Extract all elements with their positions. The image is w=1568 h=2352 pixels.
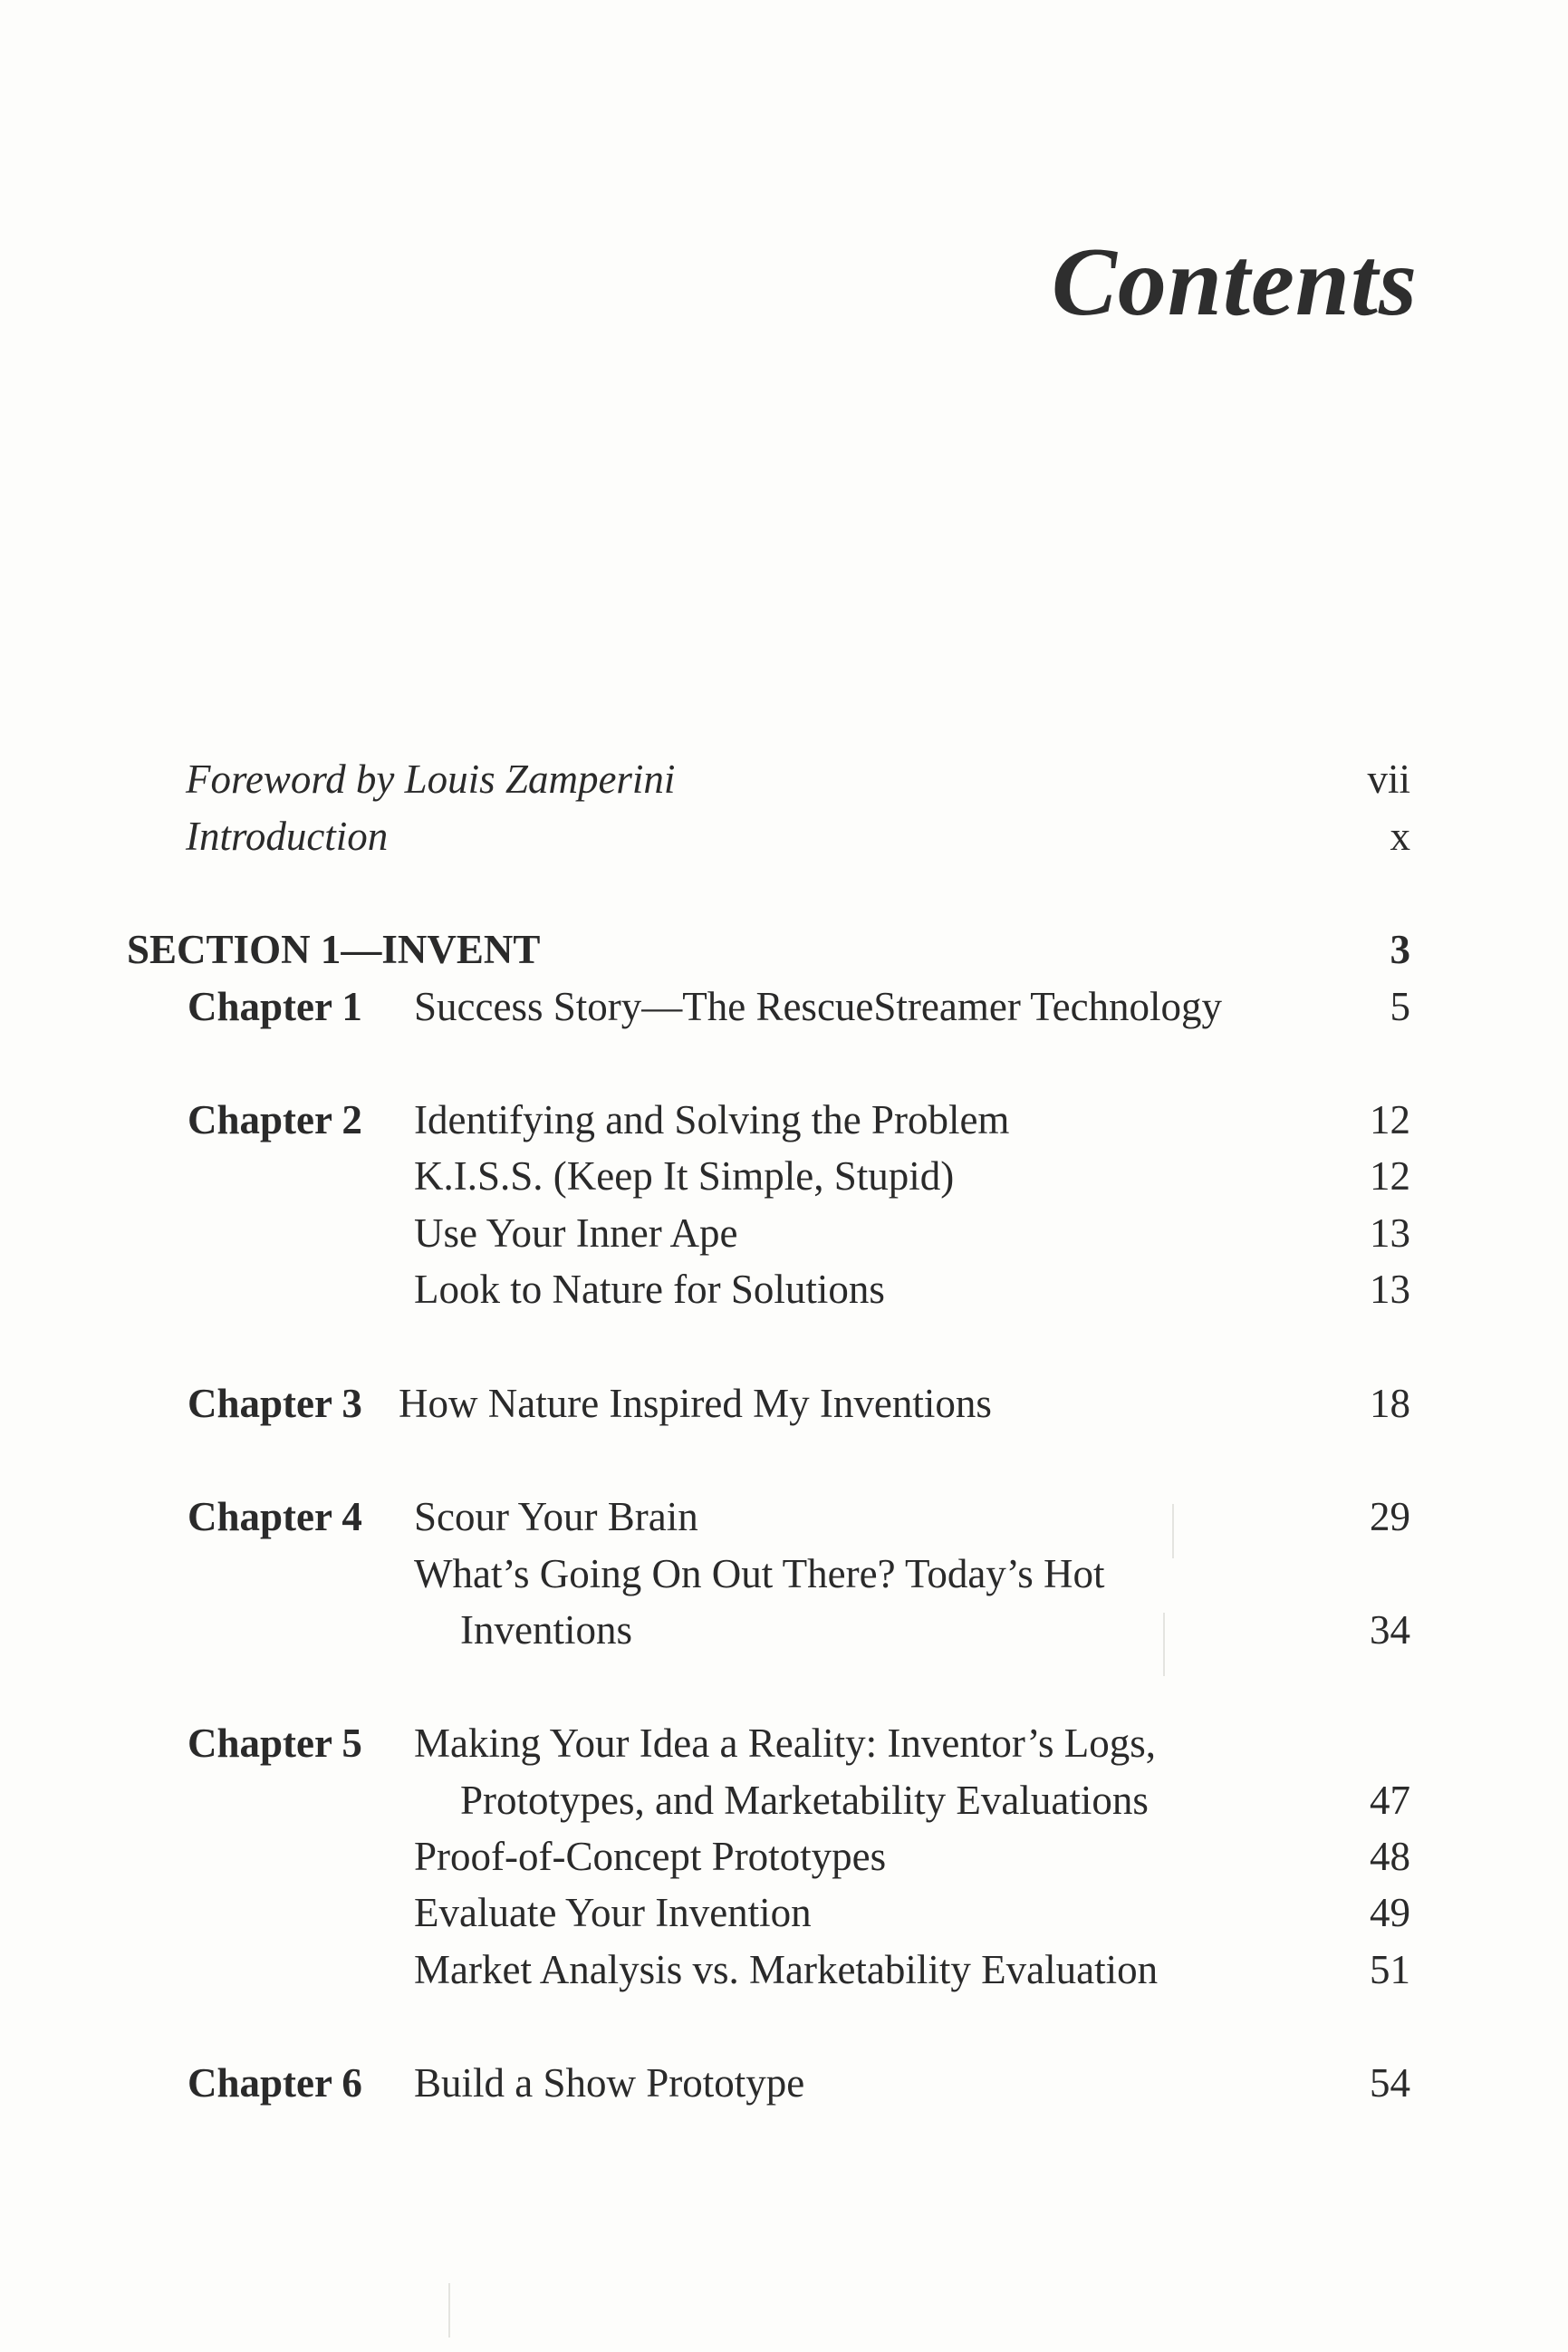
entry-title: Foreword by Louis Zamperini bbox=[186, 757, 676, 802]
page-title: Contents bbox=[1051, 228, 1418, 336]
entry-title-continued: Inventions bbox=[460, 1607, 632, 1653]
entry-title: Scour Your Brain bbox=[414, 1494, 698, 1539]
page-number: 5 bbox=[1390, 984, 1410, 1029]
page-number: 3 bbox=[1390, 927, 1410, 972]
entry-title: Market Analysis vs. Marketability Evaluation bbox=[414, 1947, 1159, 1992]
entry-title: Proof-of-Concept Prototypes bbox=[414, 1834, 887, 1879]
chapter-label: Chapter 5 bbox=[188, 1721, 362, 1766]
page-number: 49 bbox=[1370, 1890, 1410, 1935]
entry-title: Use Your Inner Ape bbox=[414, 1210, 738, 1256]
chapter-label: Chapter 1 bbox=[188, 984, 362, 1029]
page-number: 54 bbox=[1370, 2060, 1410, 2106]
page-number: 29 bbox=[1370, 1494, 1410, 1539]
page-number: 13 bbox=[1370, 1267, 1410, 1312]
entry-title: Success Story—The RescueStreamer Technology bbox=[414, 984, 1223, 1029]
entry-title: What’s Going On Out There? Today’s Hot bbox=[414, 1551, 1105, 1596]
page-number: 18 bbox=[1370, 1381, 1410, 1426]
page-number: 48 bbox=[1370, 1834, 1410, 1879]
entry-title: Build a Show Prototype bbox=[414, 2060, 805, 2106]
chapter-label: Chapter 6 bbox=[188, 2060, 362, 2106]
entry-title-continued: Prototypes, and Marketability Evaluations bbox=[460, 1778, 1149, 1823]
page-number: 47 bbox=[1370, 1778, 1410, 1823]
entry-title: Identifying and Solving the Problem bbox=[414, 1097, 1010, 1142]
page-number: 34 bbox=[1370, 1607, 1410, 1653]
scan-mark bbox=[1172, 1504, 1174, 1558]
scan-mark bbox=[1163, 1613, 1165, 1676]
page-number: 12 bbox=[1370, 1097, 1410, 1142]
scan-mark bbox=[448, 2283, 450, 2338]
section-label: SECTION 1—INVENT bbox=[127, 927, 541, 972]
entry-title: K.I.S.S. (Keep It Simple, Stupid) bbox=[414, 1153, 955, 1199]
chapter-label: Chapter 4 bbox=[188, 1494, 362, 1539]
page-number: vii bbox=[1367, 757, 1410, 802]
page-number: 13 bbox=[1370, 1210, 1410, 1256]
chapter-label: Chapter 3 bbox=[188, 1381, 362, 1426]
entry-title: Making Your Idea a Reality: Inventor’s Logs, bbox=[414, 1721, 1157, 1766]
page-number: 51 bbox=[1370, 1947, 1410, 1992]
page-number: 12 bbox=[1370, 1153, 1410, 1199]
entry-title: Introduction bbox=[186, 814, 389, 859]
page-number: x bbox=[1390, 814, 1410, 859]
entry-title: Evaluate Your Invention bbox=[414, 1890, 812, 1935]
entry-title: Look to Nature for Solutions bbox=[414, 1267, 885, 1312]
entry-title: How Nature Inspired My Inventions bbox=[399, 1381, 992, 1426]
chapter-label: Chapter 2 bbox=[188, 1097, 362, 1142]
